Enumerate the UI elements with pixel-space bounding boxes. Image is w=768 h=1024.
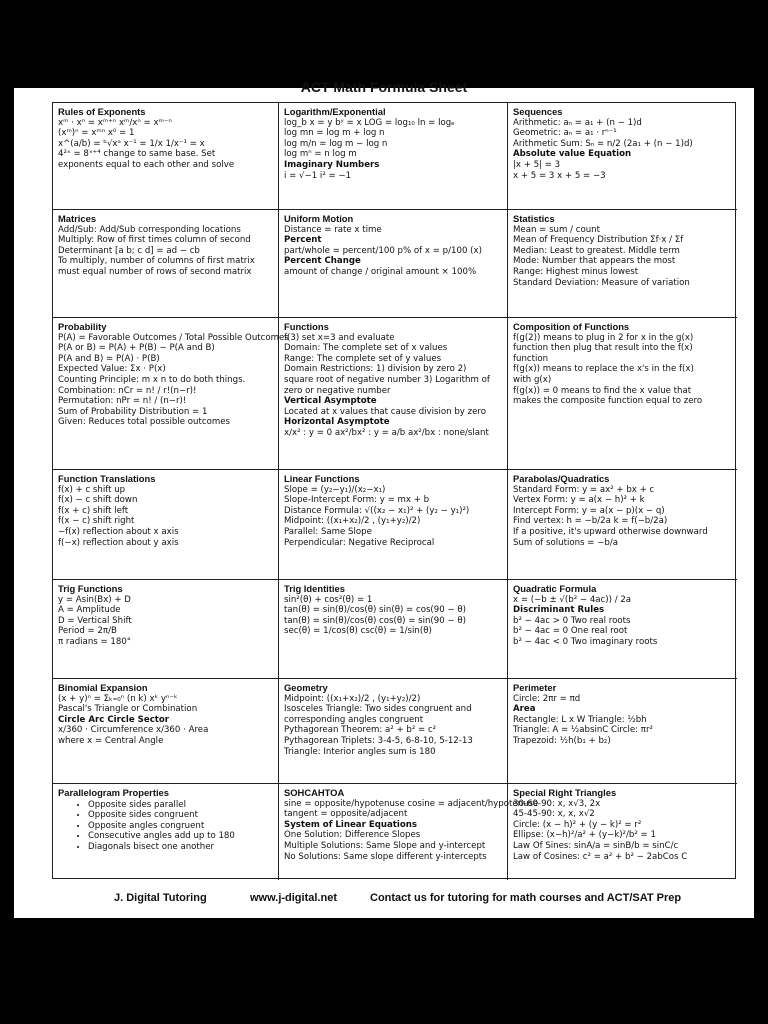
cell-sohcahtoa [279, 784, 539, 880]
formula-line: Period = 2π/B [58, 626, 117, 637]
cell-rules-of-exponents [53, 103, 279, 210]
viewer-right-edge [754, 88, 768, 918]
cell-heading: Trig Identities [284, 583, 345, 594]
formula-line: Circle: (x − h)² + (y − k)² = r² [513, 819, 642, 830]
formula-line: Arithmetic: aₙ = a₁ + (n − 1)d [513, 117, 642, 128]
formula-grid [52, 102, 736, 879]
formula-line: b² − 4ac > 0 Two real roots [513, 615, 631, 626]
formula-line: f(3) set x=3 and evaluate [284, 332, 395, 343]
formula-line: |x + 5| = 3 [513, 159, 561, 170]
cell-subheading: Area [513, 704, 536, 715]
formula-line: Located at x values that cause division by zero [284, 406, 487, 417]
formula-line: Distance Formula: √((x₂ − x₁)² + (y₂ − y₁)²) [284, 505, 470, 516]
formula-line: Median: Least to greatest. Middle term [513, 245, 680, 256]
viewer-top-bar [0, 0, 768, 88]
cell-subheading: Vertical Asymptote [284, 396, 377, 407]
formula-line: P(A and B) = P(A) · P(B) [58, 353, 160, 364]
formula-line: Midpoint: ((x₁+x₂)/2 , (y₁+y₂)/2) [284, 516, 421, 527]
cell-heading: Trig Functions [58, 583, 123, 594]
formula-line: Arithmetic Sum: Sₙ = n/2 (2a₁ + (n − 1)d) [513, 138, 693, 149]
formula-line: with g(x) [513, 374, 552, 385]
formula-line: b² − 4ac = 0 One real root [513, 626, 628, 637]
formula-line: Multiply: Row of first times column of second [58, 235, 251, 246]
formula-line: log m/n = log m − log n [284, 138, 388, 149]
formula-line: P(A) = Favorable Outcomes / Total Possible Outcomes [58, 332, 289, 343]
formula-line: Parallel: Same Slope [284, 526, 372, 537]
cell-subheading: System of Linear Equations [284, 819, 417, 830]
cell-subheading: Imaginary Numbers [284, 159, 380, 170]
cell-perimeter [508, 679, 737, 784]
cell-uniform-motion [279, 210, 508, 318]
formula-line: Sum of solutions = −b/a [513, 537, 619, 548]
cell-heading: Statistics [513, 213, 555, 224]
formula-line: (x + y)ⁿ = Σₖ₌₀ⁿ (n k) xᵏ yⁿ⁻ᵏ [58, 693, 178, 704]
cell-subheading: Percent [284, 235, 322, 246]
property-item: • Opposite sides parallel [88, 800, 273, 811]
footer-contact: Contact us for tutoring for math courses and ACT/SAT Prep [370, 892, 682, 904]
property-item: • Opposite sides congruent [88, 810, 273, 821]
formula-line: zero or negative number [284, 385, 391, 396]
cell-trig-functions [53, 580, 279, 679]
formula-line: Counting Principle: m x n to do both things. [58, 374, 246, 385]
formula-line: b² − 4ac < 0 Two imaginary roots [513, 636, 658, 647]
formula-line: A = Amplitude [58, 605, 121, 616]
formula-sheet-page [14, 79, 754, 918]
formula-line: Triangle: A = ½absinC Circle: πr² [513, 725, 653, 736]
property-item: • Diagonals bisect one another [88, 842, 273, 853]
formula-line: Slope-Intercept Form: y = mx + b [284, 495, 430, 506]
formula-line: f(x) − c shift down [58, 495, 138, 506]
cell-heading: Binomial Expansion [58, 682, 148, 693]
cell-parabolas-quadratics [508, 470, 737, 580]
property-item: • Consecutive angles add up to 180 [88, 831, 273, 842]
cell-heading: SOHCAHTOA [284, 787, 345, 798]
cell-subheading: Horizontal Asymptote [284, 417, 390, 428]
cell-heading: Geometry [284, 682, 328, 693]
formula-line: Triangle: Interior angles sum is 180 [284, 746, 436, 757]
formula-line: sine = opposite/hypotenuse cosine = adjacent/hypotenuse [284, 798, 539, 809]
formula-line: tan(θ) = sin(θ)/cos(θ) sin(θ) = cos(90 − θ) [284, 605, 466, 616]
formula-line: tangent = opposite/adjacent [284, 809, 408, 820]
cell-heading: Rules of Exponents [58, 106, 146, 117]
formula-line: log_b x = y bʸ = x LOG = log₁₀ ln = logₑ [284, 117, 455, 128]
formula-line: y = Asin(Bx) + D [58, 594, 131, 605]
formula-line: Isosceles Triangle: Two sides congruent and [284, 704, 472, 715]
cell-special-right-triangles [508, 784, 737, 880]
formula-line: Sum of Probability Distribution = 1 [58, 406, 208, 417]
formula-line: function [513, 353, 549, 364]
formula-line: Slope = (y₂−y₁)/(x₂−x₁) [284, 484, 386, 495]
formula-line: part/whole = percent/100 p% of x = p/100 (x) [284, 245, 482, 256]
formula-line: Pascal's Triangle or Combination [58, 704, 198, 715]
cell-heading: Parabolas/Quadratics [513, 473, 610, 484]
formula-line: Vertex Form: y = a(x − h)² + k [513, 495, 645, 506]
formula-line: Trapezoid: ½h(b₁ + b₂) [513, 735, 611, 746]
formula-line: f(g(x)) = 0 means to find the x value that [513, 385, 692, 396]
formula-line: makes the composite function equal to zero [513, 396, 703, 407]
formula-line: P(A or B) = P(A) + P(B) − P(A and B) [58, 343, 215, 354]
formula-line: corresponding angles congruent [284, 714, 424, 725]
formula-line: Determinant [a b; c d] = ad − cb [58, 245, 200, 256]
cell-subheading: Discriminant Rules [513, 605, 605, 616]
formula-line: D = Vertical Shift [58, 615, 132, 626]
formula-line: Combination: nCr = n! / r!(n−r)! [58, 385, 197, 396]
cell-heading: Function Translations [58, 473, 156, 484]
property-item: • Opposite angles congruent [88, 821, 273, 832]
cell-subheading: Circle Arc Circle Sector [58, 714, 170, 725]
formula-line: Pythagorean Theorem: a² + b² = c² [284, 725, 437, 736]
formula-line: x^(a/b) = ᵇ√xᵃ x⁻¹ = 1/x 1/x⁻¹ = x [58, 138, 205, 149]
cell-subheading: Percent Change [284, 256, 361, 267]
formula-line: Permutation: nPr = n! / (n−r)! [58, 396, 187, 407]
cell-heading: Sequences [513, 106, 563, 117]
cell-heading: Quadratic Formula [513, 583, 597, 594]
cell-probability [53, 318, 289, 470]
viewer-left-edge [0, 88, 14, 918]
formula-line: 30-60-90: x, x√3, 2x [513, 798, 601, 809]
formula-line: π radians = 180° [58, 636, 132, 647]
viewer-bottom-bar [0, 918, 768, 1024]
formula-line: where x = Central Angle [58, 735, 164, 746]
formula-line: sin²(θ) + cos²(θ) = 1 [284, 594, 373, 605]
formula-line: One Solution: Difference Slopes [284, 830, 421, 841]
formula-line: f(x) + c shift up [58, 484, 126, 495]
cell-matrices [53, 210, 279, 318]
formula-line: Multiple Solutions: Same Slope and y-intercept [284, 840, 486, 851]
formula-line: Domain: The complete set of x values [284, 343, 448, 354]
formula-line: x = (−b ± √(b² − 4ac)) / 2a [513, 594, 632, 605]
cell-heading: Functions [284, 321, 329, 332]
formula-line: Law Of Sines: sinA/a = sinB/b = sinC/c [513, 840, 679, 851]
formula-line: Mode: Number that appears the most [513, 256, 676, 267]
cell-sequences [508, 103, 737, 210]
cell-heading: Uniform Motion [284, 213, 354, 224]
cell-quadratic-formula [508, 580, 737, 679]
cell-linear-functions [279, 470, 508, 580]
formula-line: Standard Deviation: Measure of variation [513, 277, 690, 288]
formula-line: f(−x) reflection about y axis [58, 537, 179, 548]
cell-parallelogram-properties [53, 784, 279, 880]
formula-line: log mⁿ = n log m [284, 149, 357, 160]
formula-line: sec(θ) = 1/cos(θ) csc(θ) = 1/sin(θ) [284, 626, 432, 637]
cell-trig-identities [279, 580, 508, 679]
formula-line: i = √−1 i² = −1 [284, 170, 352, 181]
formula-line: f(x + c) shift left [58, 505, 129, 516]
formula-line: f(g(x)) means to replace the x's in the f(x) [513, 364, 694, 375]
formula-line: Mean = sum / count [513, 224, 600, 235]
cell-heading: Linear Functions [284, 473, 360, 484]
formula-line: must equal number of rows of second matrix [58, 266, 252, 277]
footer-url[interactable]: www.j-digital.net [250, 892, 337, 904]
formula-line: Range: The complete set of y values [284, 353, 442, 364]
formula-line: Distance = rate x time [284, 224, 382, 235]
sheet-title: ACT Math Formula Sheet [300, 79, 468, 95]
cell-heading: Special Right Triangles [513, 787, 617, 798]
formula-line: To multiply, number of columns of first matrix [58, 256, 255, 267]
cell-binomial-expansion [53, 679, 279, 784]
formula-line: x/360 · Circumference x/360 · Area [58, 725, 209, 736]
formula-line: 45-45-90: x, x, x√2 [513, 809, 595, 820]
formula-line: −f(x) reflection about x axis [58, 526, 179, 537]
property-list [58, 800, 273, 853]
cell-heading: Logarithm/Exponential [284, 106, 386, 117]
formula-line: (xᵐ)ⁿ = xᵐⁿ x⁰ = 1 [58, 128, 135, 139]
formula-line: xᵐ · xⁿ = xᵐ⁺ⁿ xᵐ/xⁿ = xᵐ⁻ⁿ [58, 117, 172, 128]
formula-line: Ellipse: (x−h)²/a² + (y−k)²/b² = 1 [513, 830, 656, 841]
cell-heading: Perimeter [513, 682, 557, 693]
formula-line: tan(θ) = sin(θ)/cos(θ) cos(θ) = sin(90 − θ) [284, 615, 466, 626]
formula-line: Range: Highest minus lowest [513, 266, 639, 277]
formula-line: Rectangle: L x W Triangle: ½bh [513, 714, 647, 725]
formula-line: amount of change / original amount × 100% [284, 266, 477, 277]
formula-line: log mn = log m + log n [284, 128, 385, 139]
sheet-footer [14, 889, 754, 909]
formula-line: exponents equal to each other and solve [58, 159, 235, 170]
cell-heading: Parallelogram Properties [58, 787, 169, 798]
cell-heading: Probability [58, 321, 107, 332]
formula-line: Midpoint: ((x₁+x₂)/2 , (y₁+y₂)/2) [284, 693, 421, 704]
formula-line: Standard Form: y = ax² + bx + c [513, 484, 655, 495]
formula-line: Perpendicular: Negative Reciprocal [284, 537, 435, 548]
formula-line: Intercept Form: y = a(x − p)(x − q) [513, 505, 665, 516]
formula-line: If a positive, it's upward otherwise downward [513, 526, 708, 537]
formula-line: square root of negative number 3) Logarithm of [284, 374, 490, 385]
formula-line: x/x² : y = 0 ax²/bx² : y = a/b ax²/bx : none/slant [284, 427, 489, 438]
formula-line: f(g(2)) means to plug in 2 for x in the g(x) [513, 332, 694, 343]
cell-heading: Composition of Functions [513, 321, 630, 332]
cell-geometry [279, 679, 508, 784]
formula-line: x + 5 = 3 x + 5 = −3 [513, 170, 606, 181]
formula-line: Geometric: aₙ = a₁ · rⁿ⁻¹ [513, 128, 617, 139]
formula-line: 4²ˣ = 8ˣ⁺⁴ change to same base. Set [58, 149, 216, 160]
formula-line: Add/Sub: Add/Sub corresponding locations [58, 224, 241, 235]
cell-logarithm-exponential [279, 103, 508, 210]
formula-line: Pythagorean Triplets: 3-4-5, 6-8-10, 5-12-13 [284, 735, 473, 746]
formula-line: Expected Value: Σx · P(x) [58, 364, 166, 375]
formula-line: No Solutions: Same slope different y-intercepts [284, 851, 487, 862]
formula-line: Mean of Frequency Distribution Σf·x / Σf [513, 235, 684, 246]
cell-subheading: Absolute value Equation [513, 149, 632, 160]
cell-statistics [508, 210, 737, 318]
formula-line: Find vertex: h = −b/2a k = f(−b/2a) [513, 516, 668, 527]
cell-composition-of-functions [508, 318, 737, 470]
formula-line: Circle: 2πr = πd [513, 693, 581, 704]
formula-line: Law of Cosines: c² = a² + b² − 2abCos C [513, 851, 688, 862]
cell-heading: Matrices [58, 213, 97, 224]
cell-functions [279, 318, 508, 470]
footer-brand: J. Digital Tutoring [114, 892, 207, 904]
formula-line: Domain Restrictions: 1) division by zero 2) [284, 364, 467, 375]
formula-line: Given: Reduces total possible outcomes [58, 417, 230, 428]
cell-function-translations [53, 470, 279, 580]
formula-line: f(x − c) shift right [58, 516, 135, 527]
formula-line: function then plug that result into the f(x) [513, 343, 693, 354]
